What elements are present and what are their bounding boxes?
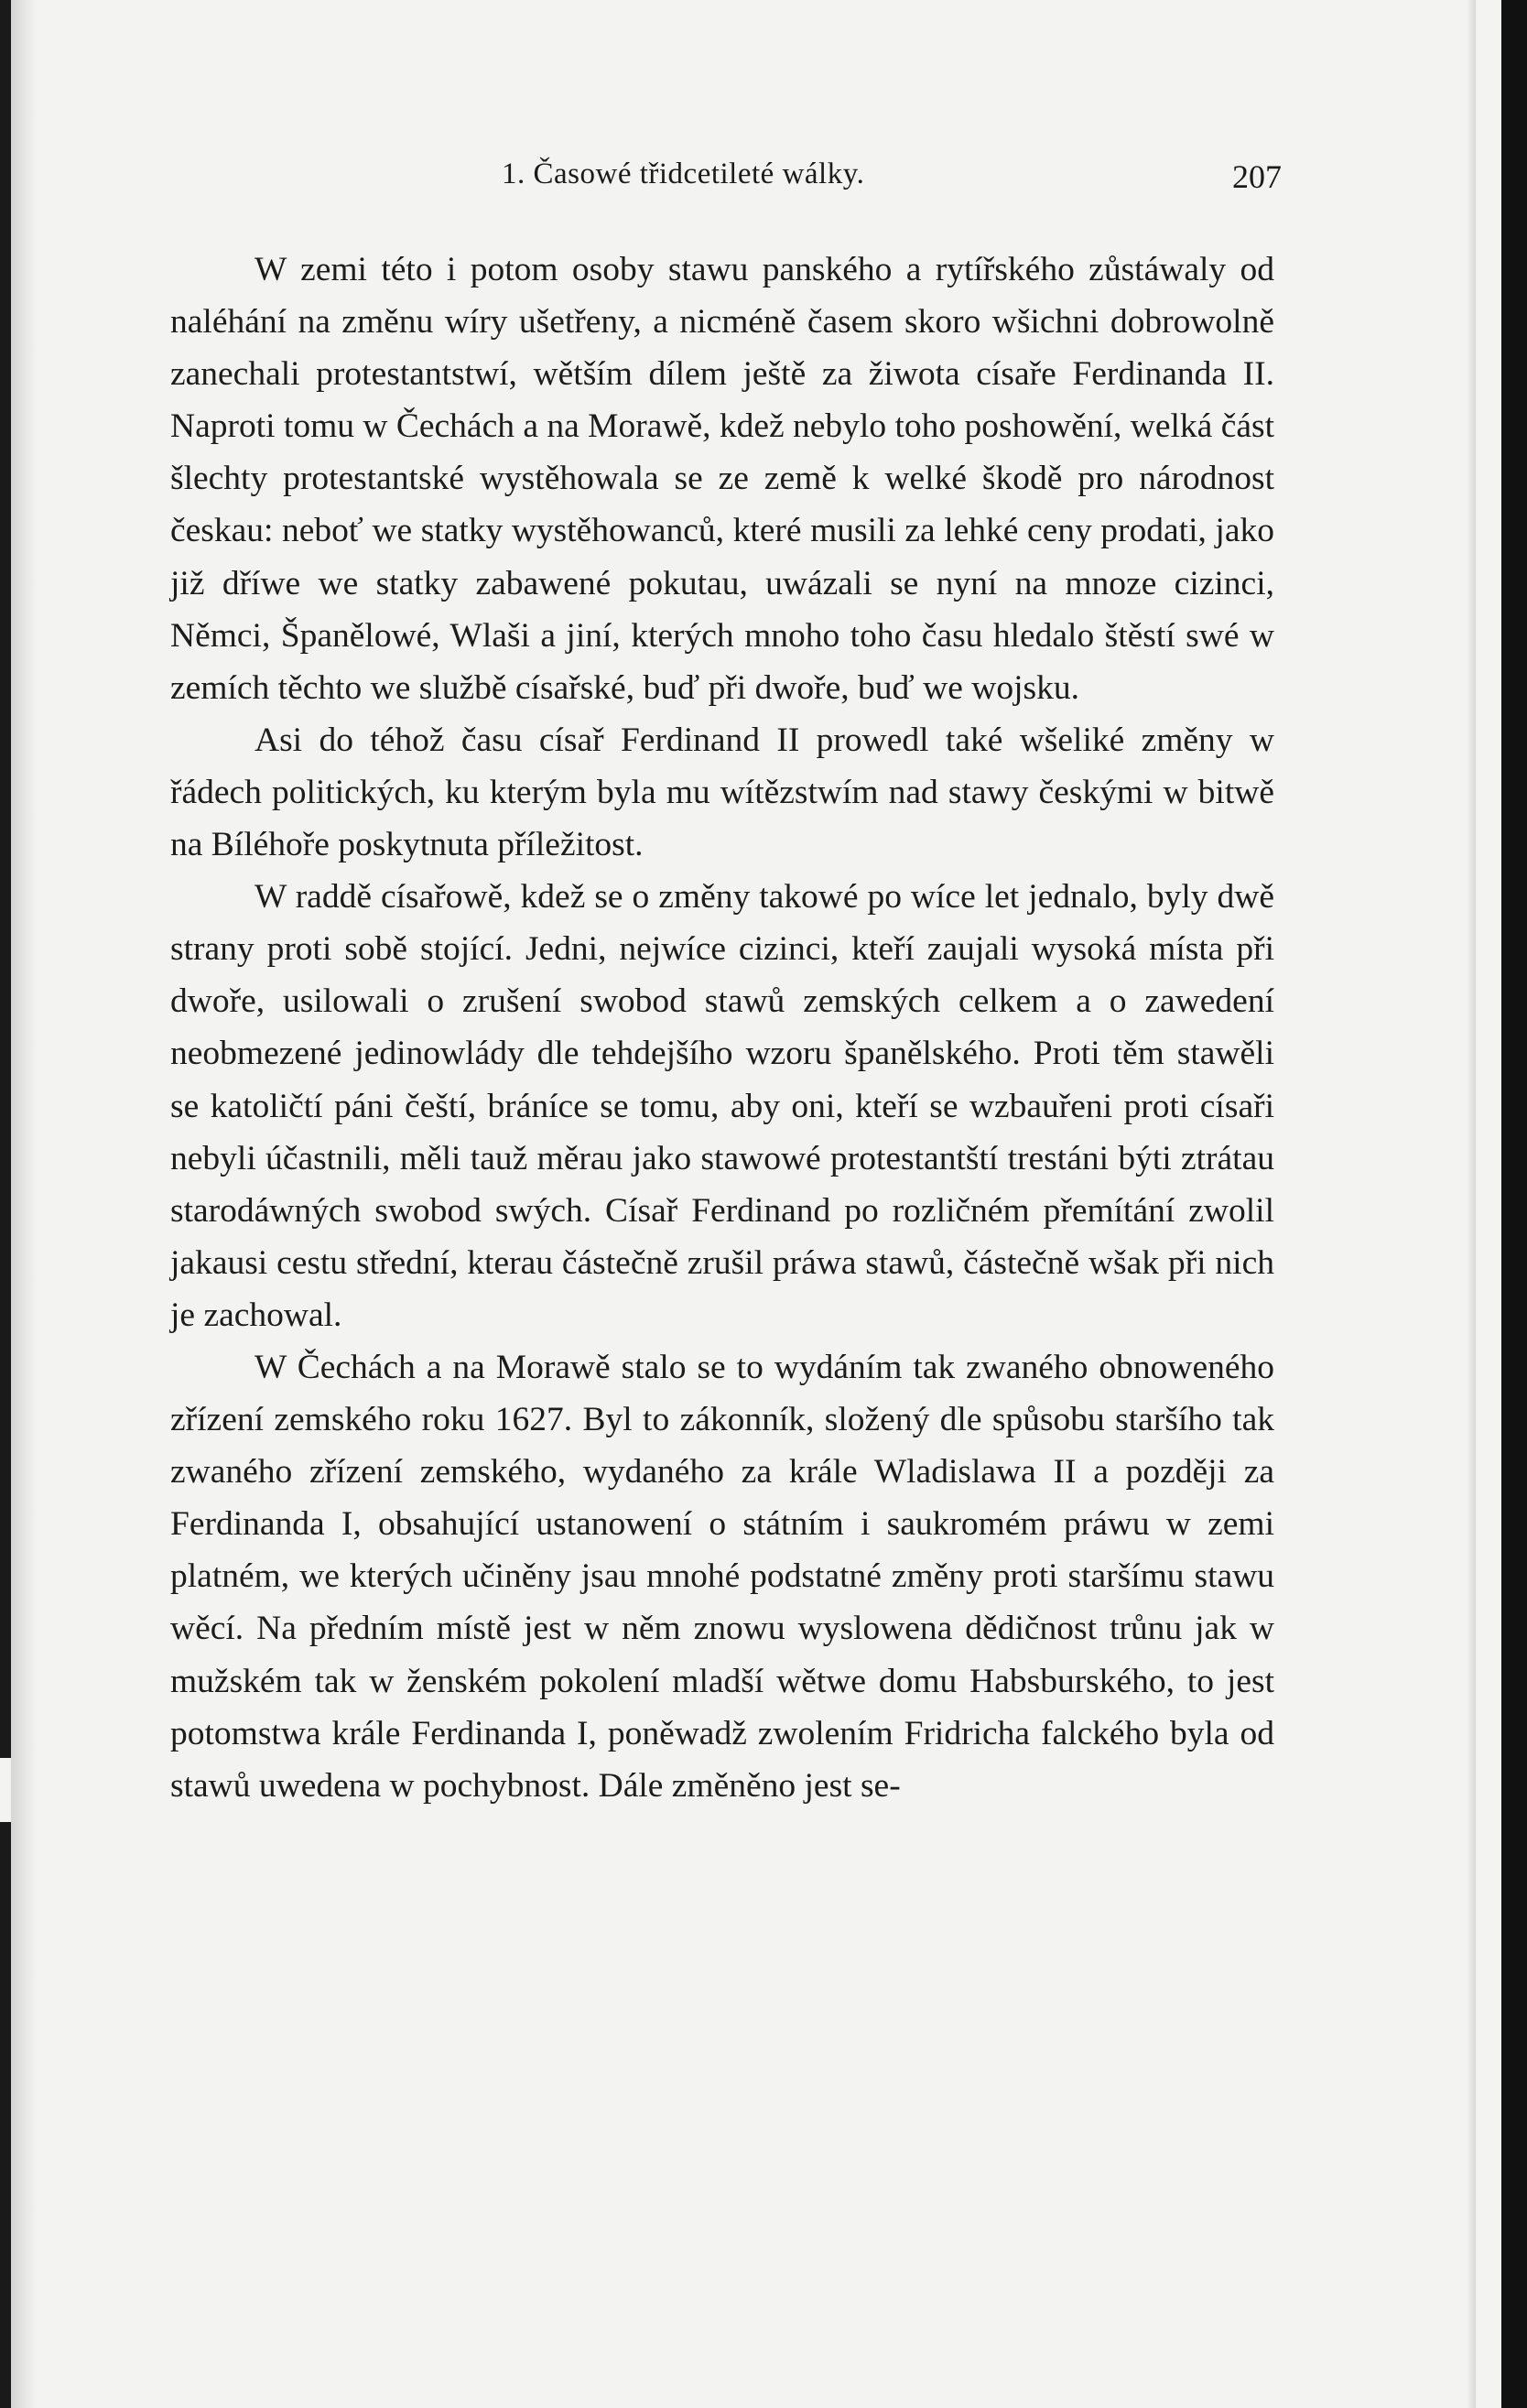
body-text <box>170 244 1274 1812</box>
paragraph: W raddě císařowě, kdež se o změny takowé po wíce let jednalo, byly dwě strany proti sobě stojící. Jedni, nejwíce cizinci, kteří zaujali wysoká místa při dwoře, usilowali o zrušení swobod stawů zemských celkem a o zawedení neobmezené jedinowlády dle tehdejšího wzoru španělského. Proti těm stawěli se katoličtí páni čeští, bráníce se tomu, aby oni, kteří se wzbauřeni proti císaři nebyli účastnili, měli tauž měrau jako stawowé protestantští trestáni býti ztrátau starodáwných swobod swých. Císař Ferdinand po rozličném přemítání zwolil jakausi cestu střední, kterau částečně zrušil práwa stawů, částečně wšak při nich je zachowal. <box>170 878 1274 1334</box>
page-fold-shadow <box>1467 0 1476 2408</box>
page-number: 207 <box>1232 158 1282 195</box>
paragraph: W zemi této i potom osoby stawu panského a rytířského zůstáwaly od naléhání na změnu wíry ušetřeny, a nicméně časem skoro wšichni dobrowolně zanechali protestantstwí, wětším dílem ještě za žiwota císaře Ferdinanda II. Naproti tomu w Čechách a na Morawě, kdež nebylo toho poshowění, welká část šlechty protestantské wystěhowala se ze země k welké škodě pro národnost českau: neboť we statky wystěhowanců, které musili za lehké ceny prodati, jako již dříwe we statky zabawené pokutau, uwázali se nyní na mnoze cizinci, Němci, Španělowé, Wlaši a jiní, kterých mnoho toho času hledalo štěstí swé w zemích těchto we službě císařské, buď při dwoře, buď we wojsku. <box>170 251 1274 707</box>
scan-right-edge <box>1501 0 1527 2408</box>
paragraph: Asi do téhož času císař Ferdinand II prowedl také wšeliké změny w řádech politických, ku kterým byla mu wítězstwím nad stawy českými w bitwě na Bíléhoře poskytnuta příležitost. <box>170 721 1274 864</box>
paragraph: W Čechách a na Morawě stalo se to wydáním tak zwaného obnoweného zřízení zemského roku 1627. Byl to zákonník, složený dle spůsobu staršího tak zwaného zřízení zemského, wydaného za krále Wladislawa II a později za Ferdinanda I, obsahující ustanowení o státním i saukromém práwu w zemi platném, we kterých učiněny jsau mnohé podstatné změny proti staršímu stawu wěcí. Na předním místě jest w něm znowu wyslowena dědičnost trůnu jak w mužském tak w ženském pokolení mladší wětwe domu Habsburského, to jest potomstwa krále Ferdinanda I, poněwadž zwolením Fridricha falckého byla od stawů uwedena w pochybnost. Dále změněno jest se- <box>170 1348 1274 1805</box>
running-title: 1. Časowé třidcetileté wálky. <box>502 157 865 190</box>
page-header <box>170 157 1282 209</box>
scan-left-edge <box>0 0 11 2408</box>
scan-left-edge-gap <box>0 1758 11 1822</box>
